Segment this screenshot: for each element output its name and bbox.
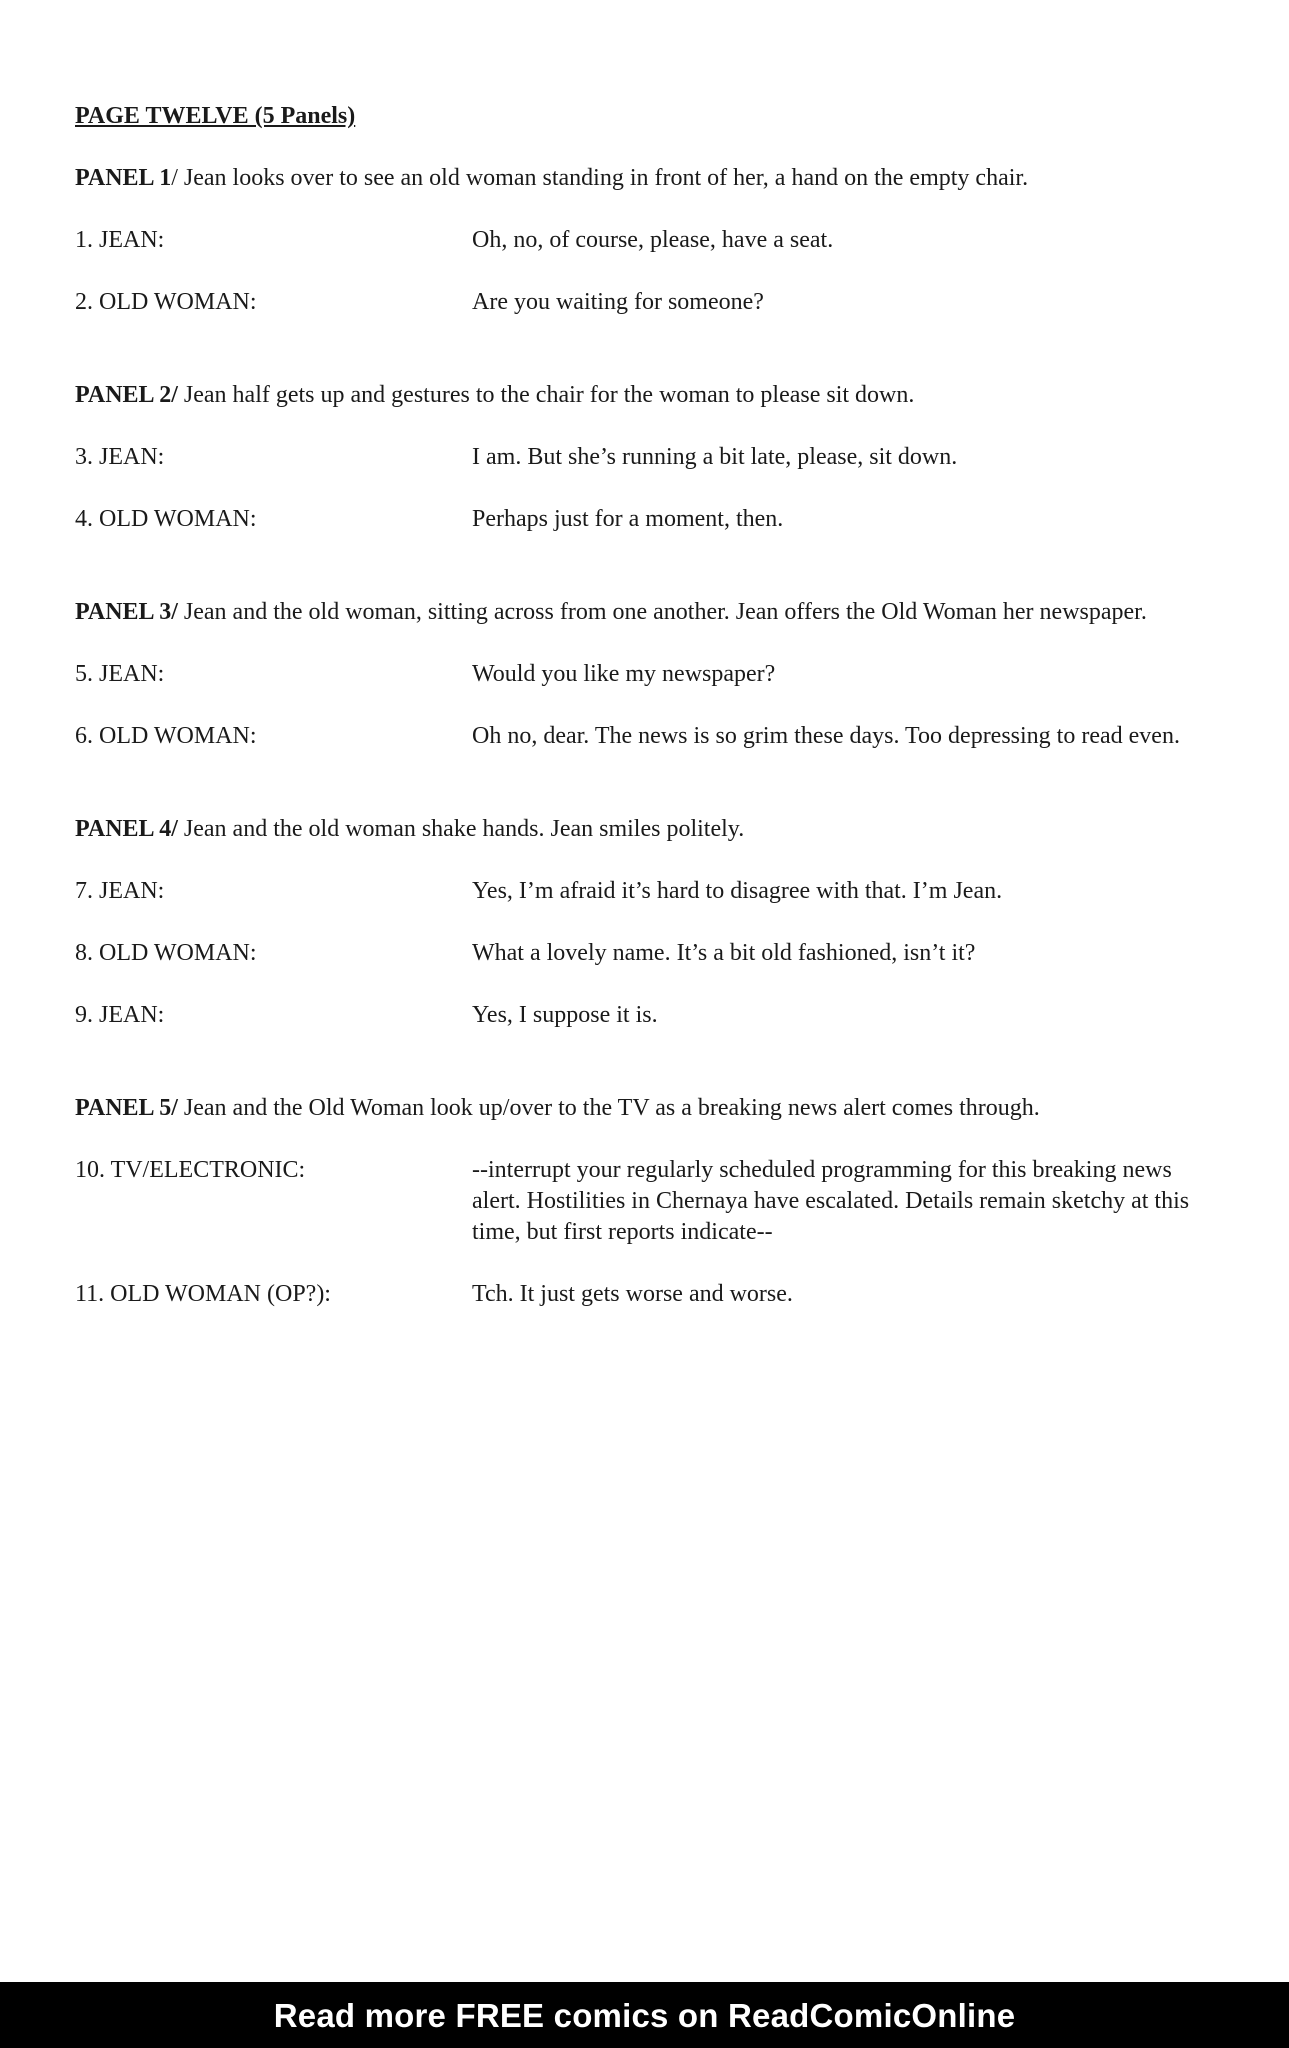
promo-footer-link[interactable]: Read more FREE comics on ReadComicOnline <box>273 1996 1016 2034</box>
panel-2 <box>75 380 1195 535</box>
dialogue-text: What a lovely name. It’s a bit old fashioned, isn’t it? <box>472 940 976 966</box>
dialogue-text: Oh no, dear. The news is so grim these days. Too depressing to read even. <box>472 723 1180 749</box>
panel-description <box>75 814 1195 845</box>
panel-description-text: Jean half gets up and gestures to the chair for the woman to please sit down. <box>177 382 915 408</box>
panel-1 <box>75 163 1195 318</box>
dialogue-text: Oh, no, of course, please, have a seat. <box>472 227 834 253</box>
dialogue-line <box>75 225 1195 256</box>
panel-4 <box>75 814 1195 1031</box>
speaker: 5. JEAN: <box>75 661 165 687</box>
dialogue-line <box>75 721 1195 752</box>
speaker: 6. OLD WOMAN: <box>75 723 257 749</box>
dialogue-line <box>75 504 1195 535</box>
panel-5 <box>75 1093 1195 1310</box>
speaker: 11. OLD WOMAN (OP?): <box>75 1281 331 1307</box>
speaker: 10. TV/ELECTRONIC: <box>75 1157 306 1183</box>
dialogue-text: Perhaps just for a moment, then. <box>472 506 784 532</box>
panel-label: PANEL 2/ <box>75 382 178 408</box>
dialogue-text: Tch. It just gets worse and worse. <box>472 1281 793 1307</box>
panel-label: PANEL 4/ <box>75 816 178 842</box>
dialogue-text: Would you like my newspaper? <box>472 661 776 687</box>
panel-description <box>75 1093 1195 1124</box>
dialogue-text: Yes, I’m afraid it’s hard to disagree with that. I’m Jean. <box>472 878 1003 904</box>
panel-3 <box>75 597 1195 752</box>
speaker: 1. JEAN: <box>75 227 165 253</box>
speaker: 8. OLD WOMAN: <box>75 940 257 966</box>
page-title: PAGE TWELVE (5 Panels) <box>75 103 356 129</box>
dialogue-line <box>75 1000 1195 1031</box>
dialogue-text: Are you waiting for someone? <box>472 289 764 315</box>
script-content <box>75 101 1195 1310</box>
speaker: 4. OLD WOMAN: <box>75 506 257 532</box>
speaker: 9. JEAN: <box>75 1002 165 1028</box>
panel-description <box>75 597 1195 628</box>
dialogue-line <box>75 659 1195 690</box>
dialogue-line <box>75 1155 1195 1248</box>
speaker: 2. OLD WOMAN: <box>75 289 257 315</box>
promo-footer-bar[interactable] <box>0 1982 1289 2048</box>
panel-description <box>75 380 1195 411</box>
speaker: 3. JEAN: <box>75 444 165 470</box>
panel-description <box>75 163 1195 194</box>
panel-description-text: Jean and the old woman shake hands. Jean smiles politely. <box>177 816 745 842</box>
dialogue-text: I am. But she’s running a bit late, please, sit down. <box>472 444 958 470</box>
dialogue-line <box>75 876 1195 907</box>
panel-label: PANEL 1 <box>75 165 172 191</box>
dialogue-line <box>75 442 1195 473</box>
panel-description-text: Jean and the Old Woman look up/over to the TV as a breaking news alert comes through. <box>177 1095 1040 1121</box>
speaker: 7. JEAN: <box>75 878 165 904</box>
dialogue-line <box>75 938 1195 969</box>
dialogue-line <box>75 1279 1195 1310</box>
dialogue-text: Yes, I suppose it is. <box>472 1002 658 1028</box>
dialogue-line <box>75 287 1195 318</box>
panel-description-text: / Jean looks over to see an old woman standing in front of her, a hand on the empty chair. <box>171 165 1029 191</box>
panel-label: PANEL 3/ <box>75 599 178 625</box>
panel-description-text: Jean and the old woman, sitting across from one another. Jean offers the Old Woman her newspaper. <box>177 599 1147 625</box>
panel-label: PANEL 5/ <box>75 1095 178 1121</box>
dialogue-text: --interrupt your regularly scheduled programming for this breaking news alert. Hostilities in Chernaya have escalated. Details remain sketchy at this time, but first reports indicate-- <box>472 1157 1190 1245</box>
